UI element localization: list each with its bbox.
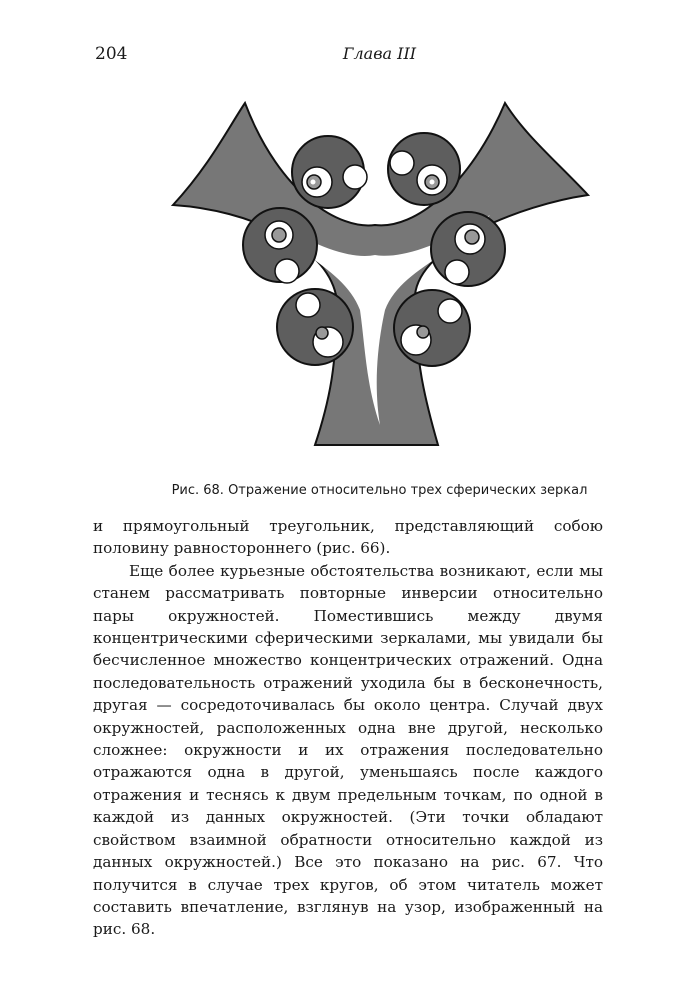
circle-mid-left	[243, 208, 317, 283]
circle-top-right	[388, 133, 460, 205]
figure-68	[170, 95, 590, 455]
circle-top-left	[292, 136, 367, 208]
paragraph-1: и прямоугольный треугольник, представляющий собою половину равностороннего (рис. 66).	[93, 517, 603, 558]
circle-mid-right	[431, 212, 505, 286]
figure-caption: Рис. 68. Отражение относительно трех сферических зеркал	[171, 483, 588, 498]
paragraph-2: Еще более курьезные обстоятельства возникают, если мы станем рассматривать повторные инверсии относительно пары окружностей. Поместившись между двумя концентрическими сферическими зеркалами, мы увидали бы бесчисленное множество концентрических отражений. Одна последовательность отражений уходила бы в бесконечность, другая — сосредоточивалась бы около центра. Случай двух окружностей, расположенных одна вне другой, несколько сложнее: окружности и их отражения последовательно отражаются одна в другой, уменьшаясь после каждого отражения и теснясь к двум предельным точкам, по одной в каждой из данных окружностей. (Эти точки обладают свойством взаимной обратности относительно каждой из данных окружностей.) Все это показано на рис. 67. Что получится в случае трех кругов, об этом читатель может составить впечатление, взглянув на узор, изображенный на рис. 68.	[93, 561, 603, 939]
running-head: Глава III	[342, 44, 417, 63]
page-number: 204	[95, 44, 128, 64]
circle-bottom-right	[394, 290, 470, 366]
body-text	[93, 515, 603, 941]
circle-bottom-left	[277, 289, 353, 365]
